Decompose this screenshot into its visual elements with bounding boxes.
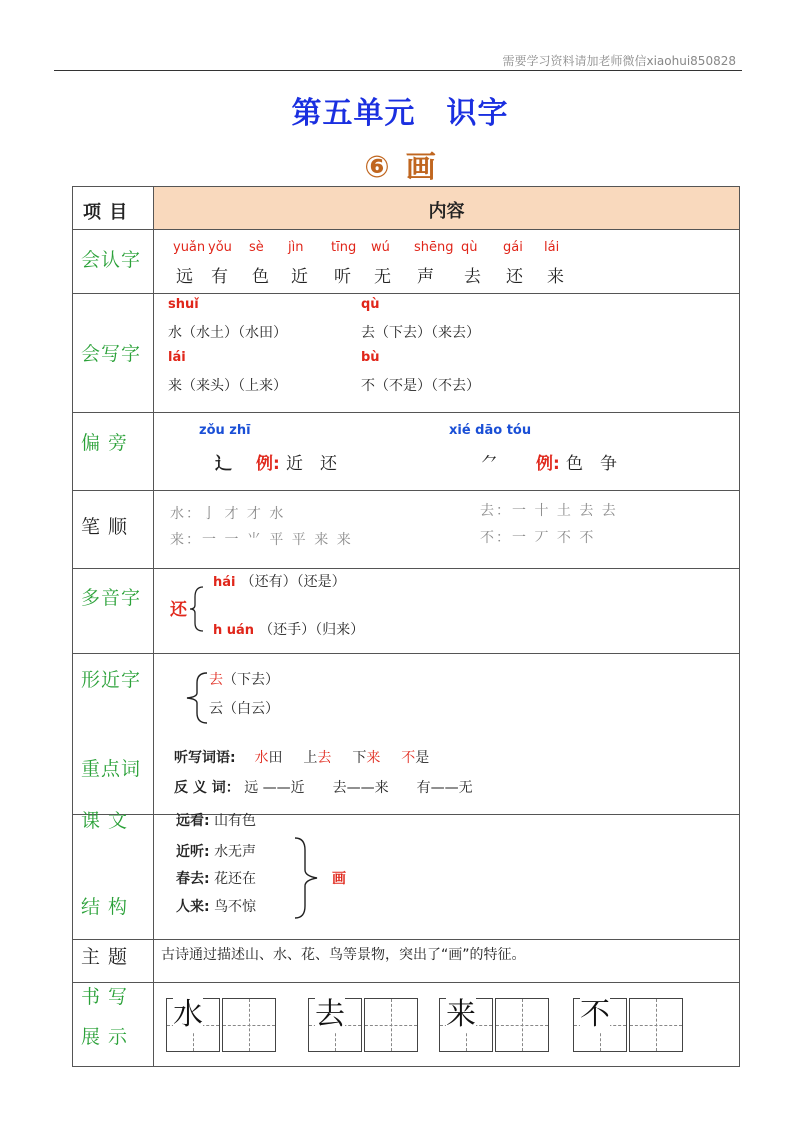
tian-grid-cell [222,998,276,1052]
polyphone-words: （还有）（还是） [240,574,346,590]
write-line: 水（水土）（水田） [168,325,287,341]
polyphone-reading-2 [213,619,364,639]
model-char: 水 [173,997,203,1032]
radical-2-example-label: 例: [536,454,560,474]
recognize-pinyin: sè [249,240,264,255]
poem-text: 花还在 [214,871,257,887]
dictation-key: 去 [317,750,332,766]
stroke-order: 水：亅 才 才 水 [170,506,286,522]
dictation-rest: 上 [303,750,318,766]
grid-guide [223,1025,275,1026]
tian-grid-cell [573,998,627,1052]
lesson-table [72,186,740,1067]
dictation-key: 来 [366,750,381,766]
dictation-key: 水 [254,750,269,766]
theme-text: 古诗通过描述山、水、花、鸟等景物，突出了“画”的特征。 [161,947,526,963]
header-rule [54,70,742,71]
poem-label: 人来: [176,899,210,915]
radical-2: ⺈ [481,454,498,474]
poem-line [176,841,256,861]
header-content: 内容 [428,201,465,222]
antonym-label: 反 义 词： [174,780,240,796]
recognize-char: 色 [252,267,269,287]
polyphone-pinyin: hái [213,575,236,590]
row-line [73,229,739,230]
model-char: 来 [446,997,476,1032]
poem-text: 鸟不惊 [214,899,257,915]
write-pinyin: lái [168,350,186,365]
row-line [73,293,739,294]
similar-brace [177,669,211,727]
polyphone-reading-1 [213,571,346,591]
label-text-1: 课 文 [81,810,129,832]
recognize-char: 远 [176,267,193,287]
row-line [73,814,739,815]
tian-grid-cell [495,998,549,1052]
grid-guide [365,1025,417,1026]
tian-grid-cell [364,998,418,1052]
label-text-2: 结 构 [81,896,129,918]
label-strokes: 笔 顺 [81,516,129,538]
dictation-rest: 下 [352,750,367,766]
recognize-pinyin: qù [461,240,478,255]
recognize-char: 无 [374,267,391,287]
write-line: 不（不是）（不去） [361,378,480,394]
label-show-1: 书 写 [81,986,129,1008]
recognize-pinyin: tīng [331,240,357,255]
tian-grid-cell [439,998,493,1052]
row-line [73,490,739,491]
recognize-pinyin: lái [544,240,560,255]
label-theme: 主 题 [81,946,129,968]
dictation-line [174,747,429,767]
model-char: 不 [580,997,610,1032]
radical-1: 辶 [215,454,232,474]
structure-brace [291,834,325,922]
recognize-char: 声 [417,267,434,287]
label-show-2: 展 示 [81,1026,129,1048]
poem-text: 山有色 [214,813,257,829]
tian-grid-cell [166,998,220,1052]
lesson-title [0,142,800,186]
poem-line [176,896,256,916]
recognize-pinyin: shēng [414,240,454,255]
antonym-pairs: 远 ——近 去——来 有——无 [244,780,473,796]
recognize-char: 听 [334,267,351,287]
recognize-pinyin: yǒu [208,240,232,255]
dictation-label: 听写词语: [174,750,236,766]
polyphone-pinyin: h uán [213,623,255,638]
label-write: 会写字 [81,343,142,365]
antonym-line [174,777,473,797]
row-line [73,939,739,940]
write-line: 来（来头）（上来） [168,378,287,394]
row-line [73,982,739,983]
dictation-rest: 是 [415,750,430,766]
poem-line [176,868,256,888]
header-item: 项 目 [83,202,129,223]
polyphone-char: 还 [170,600,187,620]
watermark: 需要学习资料请加老师微信xiaohui850828 [502,54,736,68]
write-line: 去（下去）（来去） [361,325,480,341]
poem-text: 水无声 [214,844,257,860]
label-similar: 形近字 [81,669,142,691]
recognize-char: 近 [291,267,308,287]
label-recognize: 会认字 [81,249,142,271]
write-pinyin: qù [361,297,380,312]
structure-summary: 画 [332,871,346,887]
radical-2-example: 色 争 [566,454,617,474]
lesson-number: ⑥ [364,150,390,185]
recognize-pinyin: wú [371,240,390,255]
recognize-pinyin: gái [503,240,523,255]
label-keywords: 重点词 [81,758,142,780]
write-pinyin: bù [361,350,380,365]
grid-guide [630,1025,682,1026]
radical-1-example: 近 还 [286,454,337,474]
dictation-key: 不 [401,750,416,766]
similar-a [209,669,279,689]
row-line [73,568,739,569]
polyphone-words: （还手）（归来） [259,622,365,638]
label-radical: 偏 旁 [81,432,129,454]
recognize-pinyin: yuǎn [173,240,206,255]
row-line [73,653,739,654]
stroke-order: 来：一 ⼀ ⺌ 平 平 来 来 [170,532,353,548]
polyphone-brace [187,583,207,635]
radical-1-example-label: 例: [256,454,280,474]
stroke-order: 不：一 丆 不 不 [480,530,596,546]
recognize-char: 来 [547,267,564,287]
dictation-rest: 田 [268,750,283,766]
label-polyphone: 多音字 [81,587,142,609]
recognize-char: 去 [464,267,481,287]
radical-1-pinyin: zǒu zhī [199,423,251,438]
lesson-word: 画 [405,150,436,185]
grid-guide [496,1025,548,1026]
column-divider [153,187,154,1066]
tian-grid-cell [308,998,362,1052]
similar-a-char: 去 [209,672,223,688]
recognize-pinyin: jìn [288,240,304,255]
write-pinyin: shuǐ [168,297,199,312]
stroke-order: 去：一 十 土 去 去 [480,503,618,519]
model-char: 去 [315,997,345,1032]
page-title: 第五单元 识字 [291,96,509,131]
radical-2-pinyin: xié dāo tóu [449,423,532,438]
recognize-char: 有 [211,267,228,287]
similar-b: 云（白云） [209,701,279,717]
tian-grid-cell [629,998,683,1052]
recognize-char: 还 [506,267,523,287]
poem-label: 近听: [176,844,210,860]
poem-line [176,810,256,830]
similar-a-word: （下去） [223,672,279,688]
poem-label: 远看: [176,813,210,829]
row-line [73,412,739,413]
poem-label: 春去: [176,871,210,887]
